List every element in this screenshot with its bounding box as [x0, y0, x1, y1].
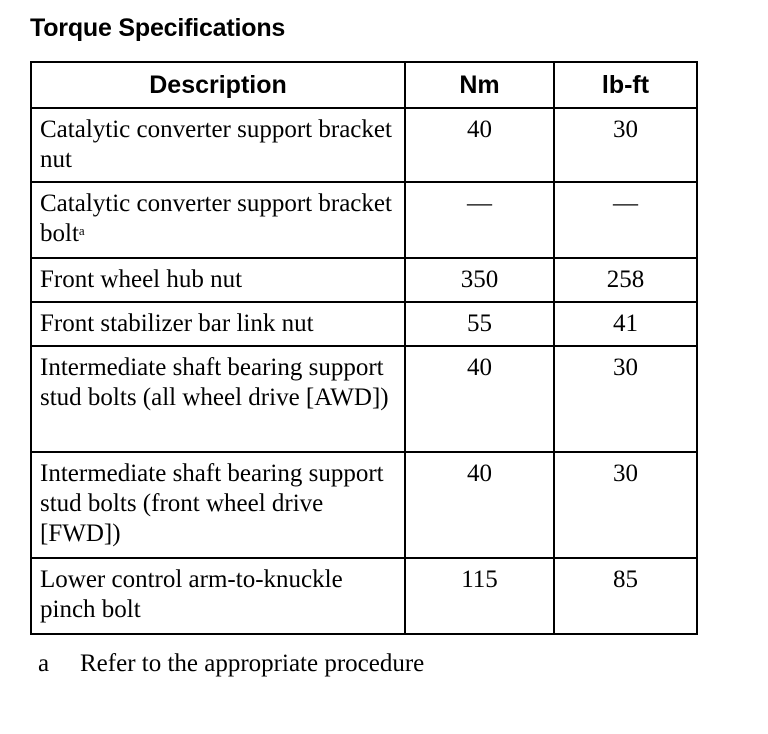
- cell-description: Intermediate shaft bearing support stud bolts (front wheel drive [FWD]): [31, 452, 405, 558]
- table-row: [31, 302, 697, 346]
- page-title: Torque Specifications: [30, 14, 286, 42]
- cell-nm: 40: [405, 108, 554, 182]
- cell-description: Front wheel hub nut: [31, 258, 405, 302]
- table-header-row: [31, 62, 697, 108]
- footnote-marker: a: [78, 223, 85, 238]
- cell-description: Front stabilizer bar link nut: [31, 302, 405, 346]
- column-header-nm: Nm: [405, 62, 554, 108]
- cell-description: Intermediate shaft bearing support stud bolts (all wheel drive [AWD]): [31, 346, 405, 452]
- footnote-mark: a: [38, 650, 50, 677]
- column-header-description: Description: [31, 62, 405, 108]
- cell-lbft: 30: [554, 108, 697, 182]
- table-row: [31, 108, 697, 182]
- cell-lbft: —: [554, 182, 697, 258]
- cell-nm: 40: [405, 452, 554, 558]
- footnote-text: Refer to the appropriate procedure: [80, 650, 425, 677]
- table-row: [31, 182, 697, 258]
- table-row: [31, 258, 697, 302]
- cell-nm: 40: [405, 346, 554, 452]
- table-row: [31, 558, 697, 634]
- cell-description: Lower control arm-to-knuckle pinch bolt: [31, 558, 405, 634]
- cell-lbft: 258: [554, 258, 697, 302]
- cell-nm: 55: [405, 302, 554, 346]
- cell-description: Catalytic converter support bracket nut: [31, 108, 405, 182]
- table-row: [31, 452, 697, 558]
- cell-nm: 350: [405, 258, 554, 302]
- column-header-lbft: lb-ft: [554, 62, 697, 108]
- torque-specifications-table: [30, 61, 698, 635]
- table-row: [31, 346, 697, 452]
- cell-lbft: 41: [554, 302, 697, 346]
- cell-description: Catalytic converter support bracket bolt$^a$: [31, 182, 405, 258]
- cell-lbft: 85: [554, 558, 697, 634]
- cell-lbft: 30: [554, 452, 697, 558]
- table-footnote: [38, 650, 424, 678]
- cell-nm: —: [405, 182, 554, 258]
- cell-nm: 115: [405, 558, 554, 634]
- cell-lbft: 30: [554, 346, 697, 452]
